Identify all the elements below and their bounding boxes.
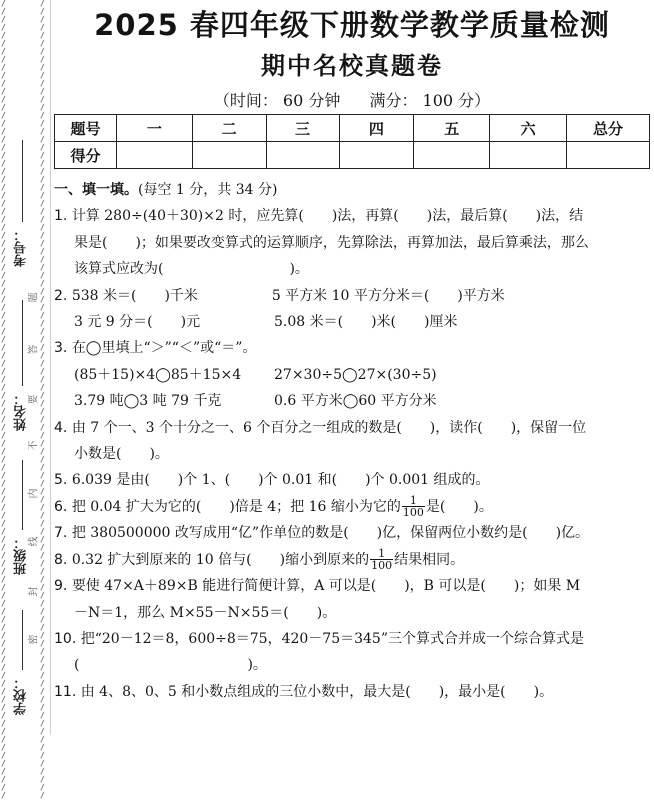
school-fill-line[interactable] [22, 610, 23, 670]
score-table [54, 114, 650, 169]
question-10 [54, 626, 650, 652]
question-2 [54, 283, 650, 309]
question-number: 2. [54, 287, 68, 304]
question-text: 把 380500000 改写成用“亿”作单位的数是( )亿，保留两位小数约是( )亿。 [71, 525, 590, 542]
score-header-cell: 一 [116, 115, 192, 142]
section-one-heading [54, 177, 650, 203]
exam-number-fill-line[interactable] [22, 140, 23, 222]
question-text: 538 米＝( )千米 [71, 287, 198, 304]
fraction-denominator: 100 [402, 506, 424, 520]
question-text: 6.039 是由( )个 1、( )个 0.01 和( )个 0.001 组成的。 [71, 472, 490, 489]
question-text: 0.32 扩大到原来的 10 倍与( )缩小到原来的 [71, 551, 370, 568]
question-4-line-2: 小数是( )。 [74, 446, 169, 463]
score-cell[interactable] [266, 142, 339, 169]
name-fill-line[interactable] [22, 300, 23, 386]
score-cell[interactable] [414, 142, 490, 169]
seal-char: 内 [28, 488, 40, 499]
score-header-cell: 五 [414, 115, 490, 142]
score-cell[interactable] [567, 142, 650, 169]
question-text: (85＋15)×4◯85＋15×4 [74, 366, 242, 383]
question-text: 27×30÷5◯27×(30÷5) [274, 366, 437, 383]
exam-title: 2025 春四年级下册数学教学质量检测 [94, 8, 610, 42]
question-text: 是( )。 [425, 498, 493, 515]
score-cell[interactable] [116, 142, 192, 169]
question-text: 由 7 个一、3 个十分之一、6 个百分之一组成的数是( )，读作( )，保留一位 [71, 419, 587, 436]
score-header-cell: 三 [266, 115, 339, 142]
exam-subtitle: 期中名校真题卷 [261, 52, 443, 80]
fraction-denominator: 100 [371, 559, 393, 573]
question-text: 由 4、8、0、5 和小数点组成的三位小数中，最大是( )，最小是( )。 [80, 683, 554, 700]
question-3 [54, 335, 650, 361]
question-text: 5 平方米 10 平方分米＝( )平方米 [271, 287, 505, 304]
score-header-cell: 总分 [567, 115, 650, 142]
question-number: 3. [54, 340, 68, 357]
question-number: 5. [54, 472, 68, 489]
fraction [370, 548, 393, 571]
score-header-cell: 二 [192, 115, 266, 142]
seal-char: 答 [28, 344, 40, 355]
fraction-numerator: 1 [370, 548, 393, 560]
fraction-numerator: 1 [402, 495, 425, 507]
question-number: 6. [54, 498, 68, 515]
question-number: 1. [54, 208, 68, 225]
question-9-line-2: －N＝1，那么 M×55－N×55＝( )。 [74, 604, 337, 621]
question-9 [54, 573, 650, 599]
question-3-line-2 [54, 362, 650, 388]
question-text: 3 元 9 分＝( )元 [74, 314, 201, 331]
exam-time-score [54, 88, 650, 111]
question-1-line-3: 该算式应改为( )。 [74, 261, 309, 278]
seal-char: 密 [28, 634, 40, 645]
question-number: 11. [54, 683, 77, 700]
score-header-cell: 四 [339, 115, 414, 142]
seal-char: 封 [28, 586, 40, 597]
question-number: 10. [54, 630, 77, 647]
score-cell[interactable] [339, 142, 414, 169]
question-10-line-2: ( )。 [74, 657, 267, 674]
section-note: (每空 1 分，共 34 分) [138, 182, 278, 198]
question-1-line-2: 果是( )；如果要改变算式的运算顺序，先算除法，再算加法，最后算乘法，那么 [74, 234, 589, 251]
question-8 [54, 547, 650, 573]
fraction [402, 495, 425, 518]
question-text: 把“20－12＝8，600÷8＝75，420－75＝345”三个算式合并成一个综合算式是 [80, 630, 584, 647]
question-text: 结果相同。 [394, 551, 465, 568]
question-text: 5.08 米＝( )米( )厘米 [274, 314, 458, 331]
exam-number-label: 考号： [14, 228, 29, 267]
full-score-label: 满分： 100 分） [369, 91, 491, 110]
question-6 [54, 494, 650, 520]
seal-char: 不 [28, 440, 40, 451]
question-text: 0.6 平方米◯60 平方分米 [274, 393, 437, 410]
question-number: 7. [54, 525, 68, 542]
question-1 [54, 203, 650, 229]
question-number: 9. [54, 578, 68, 595]
question-list [54, 177, 650, 705]
score-header-cell: 六 [490, 115, 567, 142]
seal-char: 题 [28, 292, 40, 303]
school-label: 学校： [14, 676, 29, 715]
seal-char: 要 [28, 394, 40, 405]
question-7 [54, 520, 650, 546]
seal-char: 线 [28, 536, 40, 547]
question-text: 把 0.04 扩大为它的( )倍是 4；把 16 缩小为它的 [71, 498, 401, 515]
question-text: 3.79 吨◯3 吨 79 千克 [74, 393, 222, 410]
question-11 [54, 679, 650, 705]
score-cell[interactable] [192, 142, 266, 169]
binding-margin [0, 0, 51, 800]
question-text: 在◯里填上“＞”“＜”或“＝”。 [71, 340, 257, 357]
question-text: 计算 280÷(40＋30)×2 时，应先算( )法，再算( )法，最后算( )法，结 [71, 208, 584, 225]
class-fill-line[interactable] [22, 460, 23, 530]
score-row-label: 得分 [55, 142, 117, 169]
question-text: 要使 47×A＋89×B 能进行简便计算，A 可以是( )，B 可以是( )；如果 M [71, 578, 581, 595]
class-label: 班级： [14, 536, 29, 575]
margin-slash-line: / / / / / / / / / / / / / / / / / / / / / / / / / / / / / / / / / / / / / / / / / / / / / / / / / / / / / / / / / / / / / / / / / / / / / / / / / / / / / / / / / / / / / / / / / / / / / / / / / / / / [40, 0, 45, 800]
score-header-cell: 题号 [55, 115, 117, 142]
question-number: 4. [54, 419, 68, 436]
name-label: 姓名： [14, 392, 29, 431]
score-cell[interactable] [490, 142, 567, 169]
question-number: 8. [54, 551, 68, 568]
question-5 [54, 467, 650, 493]
score-table-header-row [55, 115, 650, 142]
margin-slash-line: / / / / / / / / / / / / / / / / / / / / / / / / / / / / / / / / / / / / / / / / / / / / / / / / / / / / / / / / / / / / / / / / / / / / / / / / / / / / / / / / / / / / / / / / / / / / / / / / / / / / [1, 0, 6, 800]
score-table-score-row [55, 142, 650, 169]
question-2-line-2 [54, 309, 650, 335]
time-label: （时间： 60 分钟 [213, 91, 341, 110]
question-4 [54, 415, 650, 441]
section-title: 一、填一填。 [54, 182, 138, 198]
question-3-line-3 [54, 388, 650, 414]
